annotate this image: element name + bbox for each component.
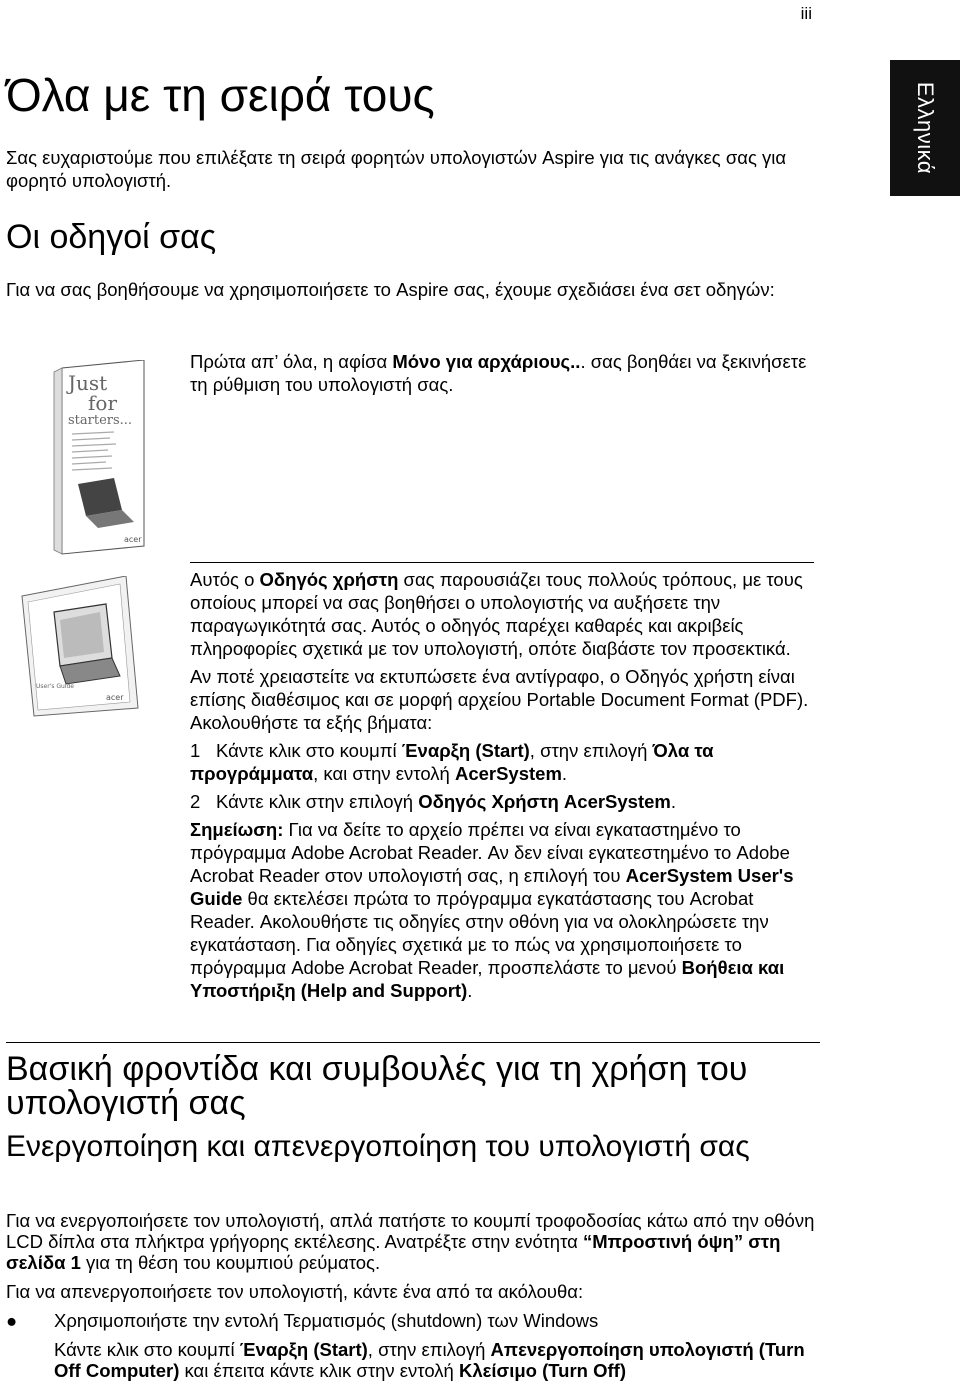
user-guide-description: Αυτός ο Οδηγός χρήστη σας παρουσιάζει τους πολλούς τρόπους, με τους οποίους μπορεί να σας βοηθήσει ο υπολογιστής να αυξήσετε την παραγωγικότητά σας. Αυτός ο οδηγός παρέχει καθαρές και ακριβείς πληροφορίες σχετικά με τον υπολογιστή, οπότε διαβάστε τον προσεκτικά. xyxy=(190,569,803,659)
guides-heading: Οι οδηγοί σας xyxy=(6,218,217,256)
poster-image xyxy=(52,360,162,558)
power-off-intro: Για να απενεργοποιήσετε τον υπολογιστή, κάντε ένα από τα ακόλουθα: xyxy=(6,1281,584,1302)
language-tab xyxy=(890,60,960,196)
guide-divider xyxy=(190,562,814,563)
guides-intro: Για να σας βοηθήσουμε να χρησιμοποιήσετε το Aspire σας, έχουμε σχεδιάσει ένα σετ οδηγών: xyxy=(6,279,775,300)
poster-image-text-1: Just xyxy=(68,371,108,395)
poster-description: Πρώτα απ’ όλα, η αφίσα Μόνο για αρχάριους... σας βοηθάει να ξεκινήσετε τη ρύθμιση του υπολογιστή σας. xyxy=(190,351,807,395)
shutdown-bullet: ● Χρησιμοποιήστε την εντολή Τερματισμός (shutdown) των Windows xyxy=(6,1310,599,1331)
bullet-icon: ● xyxy=(6,1310,18,1331)
turn-off-instructions: Κάντε κλικ στο κουμπί Έναρξη (Start), στην επιλογή Απενεργοποίηση υπολογιστή (Turn Off Computer) και έπειτα κάντε κλικ στην εντολή Κλείσιμο (Turn Off) xyxy=(54,1339,805,1381)
power-on-text: Για να ενεργοποιήσετε τον υπολογιστή, απλά πατήστε το κουμπί τροφοδοσίας κάτω από την οθόνη LCD δίπλα στα πλήκτρα γρήγορης εκτέλεσης. Ανατρέξτε στην ενότητα “Μπροστινή όψη” στη σελίδα 1 για τη θέση του κουμπιού ρεύματος. xyxy=(6,1210,815,1273)
svg-text:acer: acer xyxy=(124,535,142,544)
intro-text: Σας ευχαριστούμε που επιλέξατε τη σειρά φορητών υπολογιστών Aspire για τις ανάγκες σας για φορητό υπολογιστή. xyxy=(6,147,787,191)
poster-image-text-2: for xyxy=(88,391,118,415)
care-heading: Βασική φροντίδα και συμβουλές για τη χρήση του υπολογιστή σας xyxy=(6,1050,748,1122)
user-guide-image xyxy=(14,576,144,718)
svg-text:acer: acer xyxy=(106,693,124,702)
poster-image-text-3: starters... xyxy=(68,413,133,428)
power-section xyxy=(6,1210,818,1381)
language-tab-label: Ελληνικά xyxy=(913,81,938,175)
page-number: iii xyxy=(800,4,812,23)
page-title: Όλα με τη σειρά τους xyxy=(6,69,435,121)
svg-text:User's Guide: User's Guide xyxy=(36,683,74,690)
note: Σημείωση: Για να δείτε το αρχείο πρέπει να είναι εγκαταστημένο το πρόγραμμα Adobe Acrobat Reader. Αν δεν είναι εγκατεστημένο το Adobe Acrobat Reader στον υπολογιστή σας, η επιλογή του AcerSystem User's Guide θα εκτελέσει πρώτα το πρόγραμμα εγκατάστασης του Acrobat Reader. Ακολουθήστε τις οδηγίες στην οθόνη για να ολοκληρώσετε την εγκατάσταση. Για οδηγίες σχετικά με το πώς να χρησιμοποιήσετε το πρόγραμμα Adobe Acrobat Reader, προσπελάστε το μενού Βοήθεια και Υποστήριξη (Help and Support). xyxy=(190,819,794,1001)
step-1: 1 Κάντε κλικ στο κουμπί Έναρξη (Start), στην επιλογή Όλα τα προγράμματα, και στην εντολή AcerSystem. xyxy=(190,740,714,784)
power-subheading: Ενεργοποίηση και απενεργοποίηση του υπολογιστή σας xyxy=(6,1130,750,1163)
user-guide-section xyxy=(190,568,820,1002)
pdf-instructions: Αν ποτέ χρειαστείτε να εκτυπώσετε ένα αντίγραφο, ο Οδηγός χρήστη είναι επίσης διαθέσιμος και σε μορφή αρχείου Portable Document Format (PDF). Ακολουθήστε τα εξής βήματα: xyxy=(190,666,809,733)
section-divider xyxy=(6,1042,820,1043)
step-2: 2 Κάντε κλικ στην επιλογή Οδηγός Χρήστη AcerSystem. xyxy=(190,791,677,812)
